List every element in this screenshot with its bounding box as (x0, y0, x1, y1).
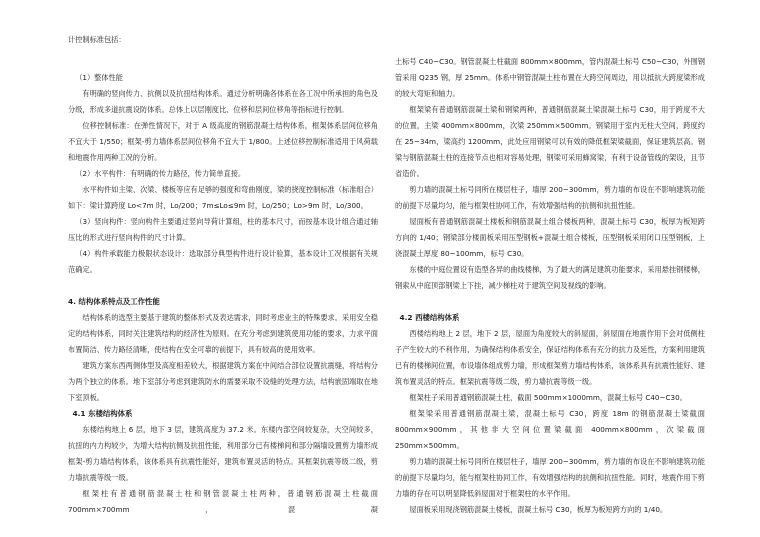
left-column (68, 70, 378, 518)
paragraph: 水平构件如主梁、次梁、楼板等应有足够的强度和弯曲刚度，梁的挠度控制标准（标准组合）如下：梁计算跨度 Lo<7m 时，Lo/200；7m≤Lo≤9m 时，Lo/250；Lo>9m 时，Lo/300。 (68, 185, 378, 210)
list-item: （2）水平构件：有明确的传力路径，传力简单直接。 (75, 169, 246, 178)
paragraph-continuation: 计控制标准包括： (68, 35, 126, 44)
paragraph: 剪力墙的混凝土标号同所在楼层柱子，墙厚 200~300mm，剪力墙的布设在不影响建筑功能的前提下尽量均匀，能与框架柱协同工作，有效增强结构的抗侧和抗扭性能。同时，地震作用下剪力墙的存在可以明显降低斜屋面对于框架柱的水平作用。 (395, 457, 705, 498)
list-item: （4）构件承载能力极限状态设计：选取部分典型构件进行设计验算，基本设计工况根据有关规范确定。 (68, 249, 378, 274)
paragraph: 框架梁采用普通钢筋混凝土梁，混凝土标号 C30，跨度 18m 的钢筋混凝土梁截面 800mm×900mm，其他非大空间位置梁截面 400mm×800mm，次梁截面 250mm×500mm。 (395, 409, 705, 450)
paragraph: 建筑方案东西两侧体型及高度相差较大，根据建筑方案在中间结合部位设置抗震缝，将结构分为两个独立的体系。地下室部分考虑到建筑防水的需要采取不设缝的处理方法，结构嵌固端取在地下室顶板。 (68, 361, 378, 402)
subsection-heading: 4.1 东楼结构体系 (72, 409, 133, 418)
left-column-lead (68, 32, 378, 48)
paragraph: 屋面板采用现浇钢筋混凝土楼板，混凝土标号 C30，板厚为板短跨方向的 1/40。 (409, 505, 668, 514)
paragraph: 剪力墙的混凝土标号同所在楼层柱子，墙厚 200~300mm，剪力墙的布设在不影响建筑功能的前提下尽量均匀，能与框架柱协同工作，有效增强结构的抗侧和抗扭性能。 (395, 185, 705, 210)
paragraph: 东楼结构地上 6 层，地下 3 层，建筑高度为 37.2 米。东楼内部空间较复杂，大空间较多，抗扭的内力构较少，为增大结构抗侧及抗扭性能，利用部分已有楼梯间和部分隔墙设置剪力墙形成框架-剪力墙结构体系，该体系具有抗震性能好，建筑布置灵活的特点。其框架抗震等级二级，剪力墙抗震等级一级。 (68, 425, 378, 482)
paragraph-continuation: 土标号 C40~C30。钢管混凝土柱截面 800mm×800mm，管内混凝土标号 C50~C30，外围钢管采用 Q235 钢，厚 25mm。体系中钢管混凝土柱布置在大跨空间周边，用以抵抗大跨度梁形成的较大弯矩和轴力。 (395, 57, 705, 98)
paragraph: 位移控制标准：在弹性情况下，对于 A 级高度的钢筋混凝土结构体系，框架体系层间位移角不宜大于 1/550；框架-剪力墙体系层间位移角不宜大于 1/800。上述位移控制标准适用于风荷载和地震作用两种工况的分析。 (68, 121, 378, 162)
paragraph: 屋面板有普通钢筋混凝土楼板和钢筋混凝土组合楼板两种，混凝土标号 C30，板厚为板短跨方向的 1/40；钢梁部分楼面板采用压型钢板+混凝土组合楼板，压型钢板采用闭口压型钢板，上浇混凝土厚度 80~100mm，标号 C30。 (395, 217, 705, 258)
paragraph: 东楼的中庭位置设有造型各异的曲线楼梯，为了最大的满足建筑功能要求，采用悬挂钢楼梯，钢索从中庭顶部钢梁上下挂，减少梯柱对于建筑空间及视线的影响。 (395, 265, 705, 290)
paragraph: 结构体系的选型主要基于建筑的整体形式及表达需求，同时考虑业主的特殊要求。采用安全稳定的结构体系，同时关注建筑结构的经济性为原则。在充分考虑到建筑使用功能的要求，力求平面布置简洁、传力路径清晰，使结构在安全可靠的前提下，具有较高的使用效率。 (68, 313, 378, 354)
list-item-title: （1）整体性能 (75, 73, 123, 82)
paragraph: 西楼结构地上 2 层，地下 2 层，屋面为角度较大的斜屋面，斜屋面在地震作用下会对低侧柱子产生较大的不利作用，为确保结构体系安全，保证结构体系有充分的抗力及延性，方案利用建筑已有的楼梯间位置，布设墙体组成剪力墙，形成框架剪力墙结构体系，该体系具有抗震性能好、建筑布置灵活的特点。框架抗震等级二级，剪力墙抗震等级一级。 (395, 329, 705, 386)
paragraph: 框架梁有普通钢筋混凝土梁和钢梁两种，普通钢筋混凝土梁混凝土标号 C30，用于跨度不大的位置，主梁 400mm×800mm，次梁 250mm×500mm。钢梁用于室内无柱大空间，跨度约在 25~34m，梁高约 1200mm，此处应用钢梁可以有效的降低框架梁截面，保证建筑层高。钢梁与钢筋混凝土柱的连接节点也相对容易处理，钢梁可采用蜂窝梁，有利于设备管线的架设，且节省造价。 (395, 105, 705, 178)
subsection-heading: 4.2 西楼结构体系 (399, 313, 460, 322)
list-item: （3）竖向构件：竖向构件主要通过竖向导荷计算组，柱的基本尺寸，而按基本设计组合通过轴压比的形式进行竖向构件的尺寸计算。 (68, 217, 378, 242)
right-column (395, 54, 705, 518)
paragraph: 框架柱子采用普通钢筋混凝土柱，截面 500mm×1000mm，混凝土标号 C40~C30。 (409, 393, 687, 402)
paragraph: 框架柱有普通钢筋混凝土柱和钢管混凝土柱两种，普通钢筋混凝土柱截面 700mm×700mm，混凝 (68, 489, 378, 514)
paragraph: 有明确的竖向传力、抗侧以及抗扭结构体系。通过分析明确各体系在各工况中所承担的角色及分级，形成多道抗震设防体系。总体上以层刚度比、位移和层间位移角等指标进行控制。 (68, 89, 378, 114)
section-heading: 4. 结构体系特点及工作性能 (68, 297, 160, 306)
